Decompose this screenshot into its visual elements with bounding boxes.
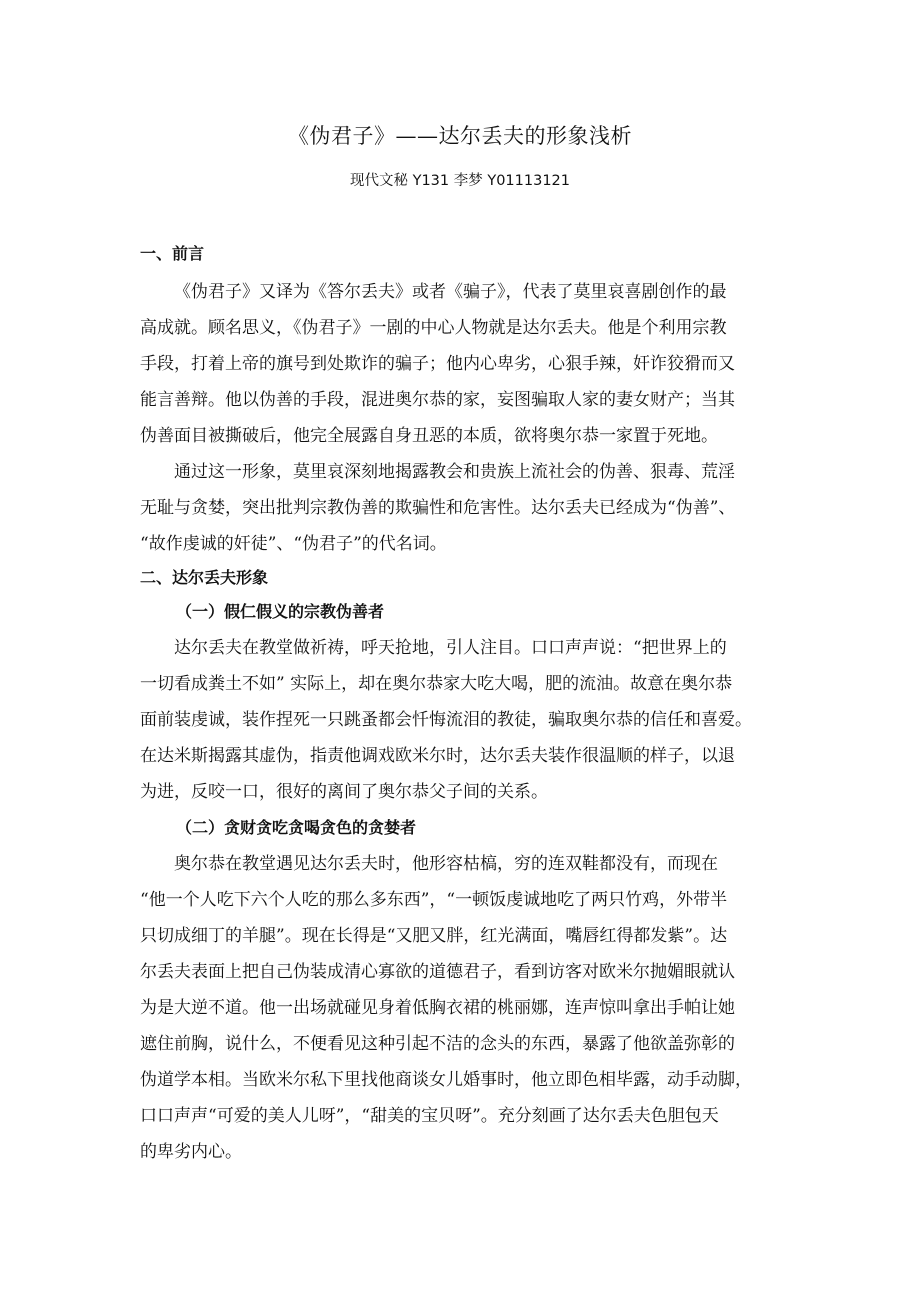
intro-paragraph-2 bbox=[140, 454, 802, 562]
text-line: 口口声声“可爱的美人儿呀”，“甜美的宝贝呀”。充分刻画了达尔丢夫色胆包天 bbox=[140, 1106, 719, 1126]
subsection-heading-hypocrite: （一）假仁假义的宗教伪善者 bbox=[176, 602, 385, 621]
text-line: 在达米斯揭露其虚伪，指责他调戏欧米尔时，达尔丢夫装作很温顺的样子，以退 bbox=[140, 746, 735, 766]
text-line: 遮住前胸，说什么，不便看见这种引起不洁的念头的东西，暴露了他欲盖弥彰的 bbox=[140, 1034, 735, 1054]
text-line: 奥尔恭在教堂遇见达尔丢夫时，他形容枯槁，穷的连双鞋都没有，而现在 bbox=[174, 854, 718, 874]
text-line: 《伪君子》又译为《答尔丢夫》或者《骗子》，代表了莫里哀喜剧创作的最 bbox=[174, 282, 727, 302]
text-line: 达尔丢夫在教堂做祈祷，呼天抢地，引人注目。口口声声说：“把世界上的 bbox=[174, 638, 727, 658]
text-line: 尔丢夫表面上把自己伪装成清心寡欲的道德君子，看到访客对欧米尔抛媚眼就认 bbox=[140, 962, 735, 982]
document-body bbox=[140, 238, 802, 1170]
document-title: 《伪君子》——达尔丢夫的形象浅析 bbox=[288, 124, 632, 148]
text-line: 高成就。顾名思义，《伪君子》一剧的中心人物就是达尔丢夫。他是个利用宗教 bbox=[140, 318, 727, 338]
text-line: 手段，打着上帝的旗号到处欺诈的骗子；他内心卑劣，心狠手辣，奸诈狡猾而又 bbox=[140, 354, 735, 374]
section-heading-intro: 一、前言 bbox=[140, 244, 205, 263]
text-line: “故作虔诚的奸徒”、“伪君子”的代名词。 bbox=[140, 534, 447, 554]
hypocrite-paragraph bbox=[140, 630, 802, 810]
text-line: 能言善辩。他以伪善的手段，混进奥尔恭的家，妄图骗取人家的妻女财产；当其 bbox=[140, 390, 735, 410]
text-line: 为是大逆不道。他一出场就碰见身着低胸衣裙的桃丽娜，连声惊叫拿出手帕让她 bbox=[140, 998, 735, 1018]
text-line: 为进，反咬一口，很好的离间了奥尔恭父子间的关系。 bbox=[140, 782, 548, 802]
text-line: “他一个人吃下六个人吃的那么多东西”，“一顿饭虔诚地吃了两只竹鸡，外带半 bbox=[140, 890, 728, 910]
text-line: 通过这一形象，莫里哀深刻地揭露教会和贵族上流社会的伪善、狠毒、荒淫 bbox=[174, 462, 735, 482]
text-line: 只切成细丁的羊腿”。现在长得是“又肥又胖，红光满面，嘴唇红得都发紫”。达 bbox=[140, 926, 728, 946]
intro-paragraph-1 bbox=[140, 274, 802, 454]
text-line: 面前装虔诚，装作捏死一只跳蚤都会忏悔流泪的教徒，骗取奥尔恭的信任和喜爱。 bbox=[140, 710, 752, 730]
subsection-heading-greedy: （二）贪财贪吃贪喝贪色的贪婪者 bbox=[176, 818, 417, 837]
text-line: 一切看成粪土不如” 实际上，却在奥尔恭家大吃大喝，肥的流油。故意在奥尔恭 bbox=[140, 674, 733, 694]
text-line: 伪道学本相。当欧米尔私下里找他商谈女儿婚事时，他立即色相毕露，动手动脚， bbox=[140, 1070, 752, 1090]
text-line: 伪善面目被撕破后，他完全展露自身丑恶的本质，欲将奥尔恭一家置于死地。 bbox=[140, 426, 718, 446]
greedy-paragraph bbox=[140, 846, 802, 1170]
section-heading-image: 二、达尔丢夫形象 bbox=[140, 568, 269, 587]
text-line: 的卑劣内心。 bbox=[140, 1142, 242, 1162]
author-line: 现代文秘 Y131 李梦 Y01113121 bbox=[349, 173, 571, 189]
text-line: 无耻与贪婪，突出批判宗教伪善的欺骗性和危害性。达尔丢夫已经成为“伪善”、 bbox=[140, 498, 736, 518]
